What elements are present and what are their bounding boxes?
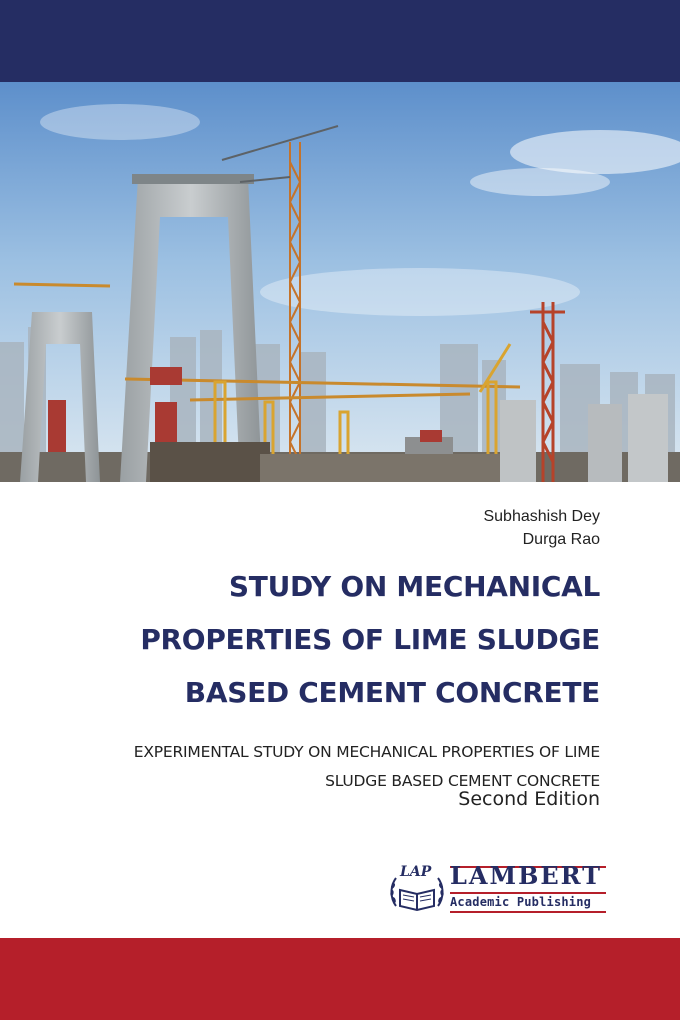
title-line: STUDY ON MECHANICAL — [228, 570, 600, 603]
title-line: BASED CEMENT CONCRETE — [184, 676, 600, 709]
title-line: PROPERTIES OF LIME SLUDGE — [140, 623, 600, 656]
subtitle-line: EXPERIMENTAL STUDY ON MECHANICAL PROPERTIES OF LIME — [133, 743, 600, 761]
publisher-name: LAMBERT — [450, 861, 603, 890]
publisher-rule — [450, 892, 606, 894]
bottom-color-band — [0, 938, 680, 1020]
author-name: Durga Rao — [522, 531, 600, 548]
subtitle-line: SLUDGE BASED CEMENT CONCRETE — [325, 772, 600, 790]
publisher-rule — [450, 911, 606, 913]
cover-photo — [0, 82, 680, 482]
edition-label: Second Edition — [458, 788, 600, 810]
top-color-band — [0, 0, 680, 82]
publisher-tagline: Academic Publishing — [450, 895, 592, 909]
author-name: Subhashish Dey — [483, 508, 600, 525]
publisher-logo-text: LAP — [400, 864, 432, 880]
publisher-logo — [388, 860, 608, 916]
book-title — [40, 560, 600, 719]
author-list — [483, 505, 600, 551]
